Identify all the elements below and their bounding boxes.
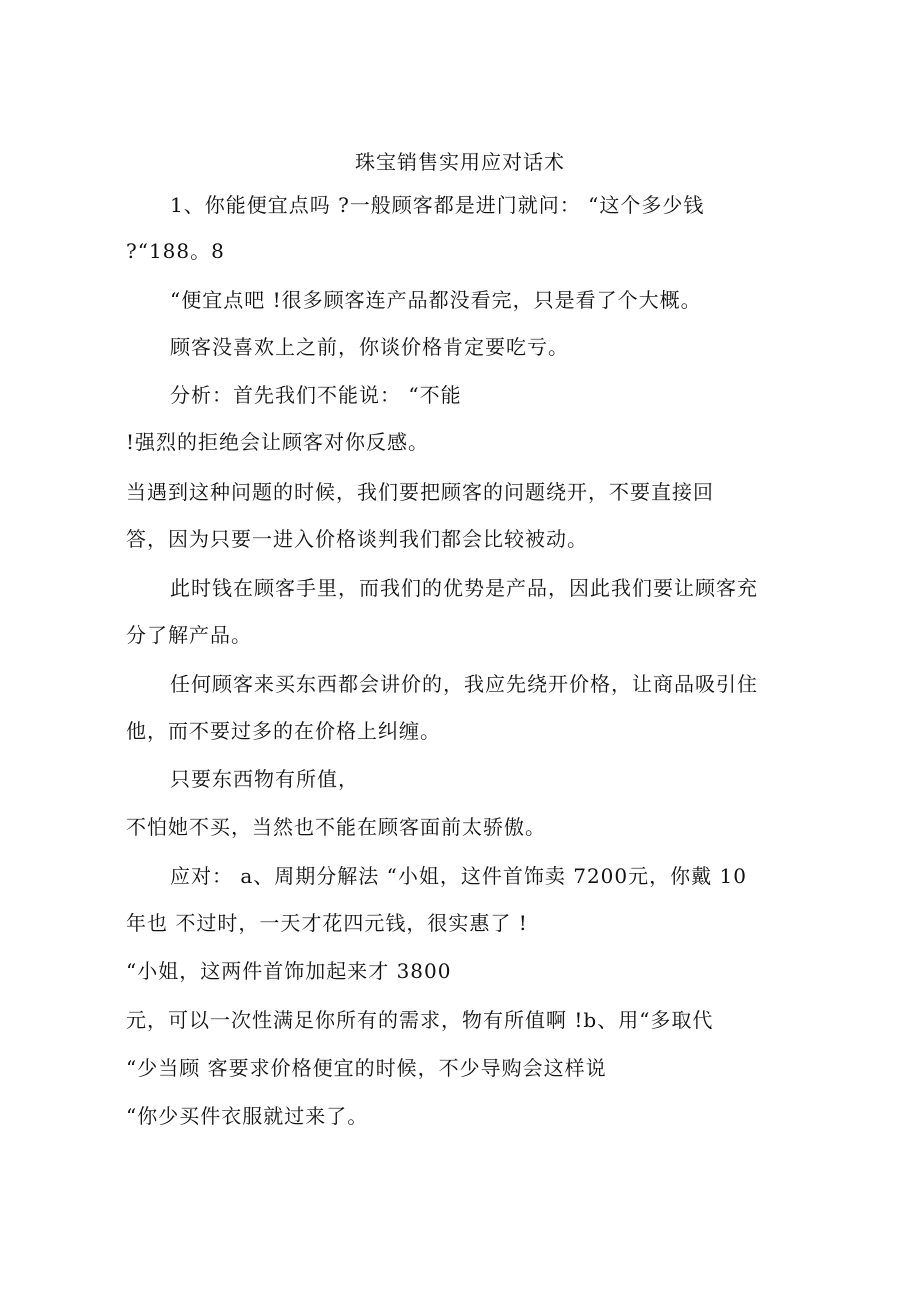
paragraph-line: ?“188。8 (126, 239, 225, 263)
document-title: 珠宝销售实用应对话术 (355, 150, 565, 174)
paragraph-line: 年也 不过时，一天才花四元钱，很实惠了 ! (126, 911, 528, 935)
paragraph-line: !强烈的拒绝会让顾客对你反感。 (126, 430, 430, 454)
paragraph-line: 他，而不要过多的在价格上纠缠。 (126, 719, 441, 743)
paragraph-line: 顾客没喜欢上之前，你谈价格肯定要吃亏。 (170, 335, 569, 359)
paragraph-line: 分了解产品。 (126, 623, 252, 647)
paragraph-line: 不怕她不买，当然也不能在顾客面前太骄傲。 (126, 815, 546, 839)
paragraph-line: “便宜点吧 !很多顾客连产品都没看完，只是看了个大概。 (170, 288, 702, 312)
paragraph-line: 应对： a、周期分解法 “小姐，这件首饰卖 7200元，你戴 10 (170, 864, 747, 888)
paragraph-line: 任何顾客来买东西都会讲价的，我应先绕开价格，让商品吸引住 (170, 672, 758, 696)
paragraph-line: 只要东西物有所值， (170, 767, 359, 791)
paragraph-line: 当遇到这种问题的时候，我们要把顾客的问题绕开，不要直接回 (126, 480, 714, 504)
paragraph-line: 分析：首先我们不能说： “不能 (170, 383, 462, 407)
paragraph-line: “你少买件衣服就过来了。 (126, 1104, 369, 1128)
paragraph-line: 1、你能便宜点吗 ?一般顾客都是进门就问： “这个多少钱 (170, 193, 705, 217)
paragraph-line: 元，可以一次性满足你所有的需求，物有所值啊 !b、用“多取代 (126, 1008, 714, 1032)
paragraph-line: 答，因为只要一进入价格谈判我们都会比较被动。 (126, 527, 588, 551)
paragraph-line: “少当顾 客要求价格便宜的时候，不少导购会这样说 (126, 1056, 607, 1080)
paragraph-line: 此时钱在顾客手里，而我们的优势是产品，因此我们要让顾客充 (170, 576, 758, 600)
paragraph-line: “小姐，这两件首饰加起来才 3800 (126, 959, 452, 983)
